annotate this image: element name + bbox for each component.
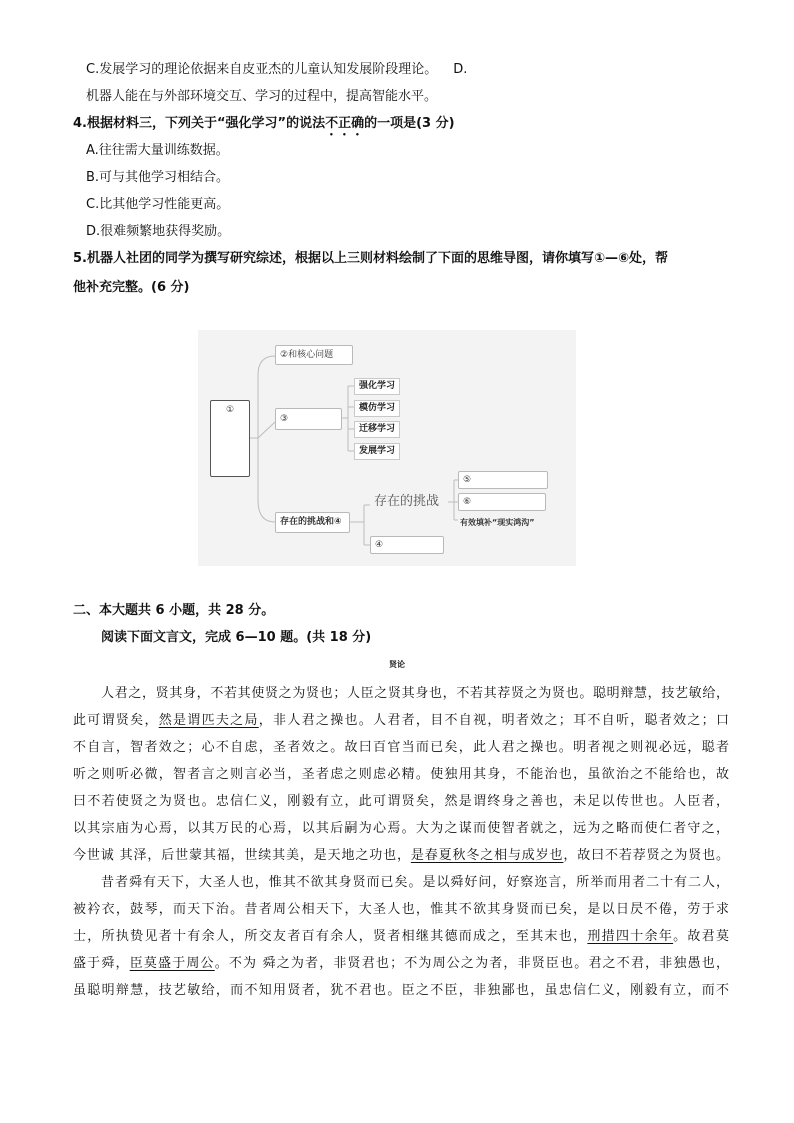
q4-stem (73, 115, 455, 139)
mind-map-challenge: 存在的挑战 (370, 490, 448, 515)
mind-map-note: 有效填补“现实鸿沟” (460, 518, 535, 527)
passage-text: 士，所执贽见者十有余人，所交友者百有余人，贤者相继其德而成之，至其末也， (73, 929, 588, 944)
q5-stem-line1: 5.机器人社团的同学为撰写研究综述，根据以上三则材料绘制了下面的思维导图，请你填写①—⑥处，帮 (73, 251, 668, 266)
section-heading: 二、本大题共 6 小题，共 28 分。 (73, 603, 275, 618)
q4-option: C.比其他学习性能更高。 (86, 197, 230, 212)
mind-map-slot-6: ⑥ (458, 493, 546, 511)
passage-line: 被衿衣，鼓琴，而天下治。昔者周公相天下，大圣人也，惟其不欲其身贤而已矣，是以日昃不倦，劳于求 (73, 902, 729, 917)
passage-text: 今世诚 其泽，后世蒙其福，世续其美，是天地之功也， (73, 848, 411, 863)
mind-map-branch-3: ③ (275, 408, 342, 430)
mind-map-method: 迁移学习 (354, 421, 400, 438)
q4-stem-part2: 的一项是(3 分) (364, 116, 455, 131)
passage-line: 不自言，智者效之；心不自虑，圣者效之。故曰百官当而已矣，此人君之操也。明者视之则视必远，聪者 (73, 740, 729, 755)
q3-option-d: 机器人能在与外部环境交互、学习的过程中，提高智能水平。 (86, 89, 438, 104)
passage-underlined-text: 是春夏秋冬之相与成岁也 (410, 848, 564, 863)
mind-map-root: ① (210, 400, 250, 477)
passage-line-text: 人君之，贤其身，不若其使贤之为贤也；人臣之贤其身也，不若其荐贤之为贤也。聪明辩慧，技艺敏给， (101, 686, 729, 701)
passage-text: ，非人君之操也。人君者，目不自视，明者效之；耳不自听，聪者效之；口 (258, 713, 729, 728)
passage-line (73, 928, 729, 946)
mind-map-slot-5: ⑤ (458, 471, 548, 489)
passage-text: 。故君莫 (673, 929, 729, 944)
mind-map-branch-4: 存在的挑战和④ (275, 512, 350, 533)
passage-line (101, 685, 729, 703)
passage-text: 盛于舜， (73, 956, 130, 971)
mind-map-method: 强化学习 (354, 378, 400, 395)
mind-map (198, 330, 576, 566)
passage-line (73, 712, 729, 730)
passage-line (73, 847, 729, 865)
passage-line: 曰不若使贤之为贤也。忠信仁义，刚毅有立，此可谓贤矣，然是谓终身之善也，未足以传世也。人臣者， (73, 794, 729, 809)
passage-line (73, 955, 729, 973)
mind-map-method: 发展学习 (354, 443, 400, 460)
mind-map-method: 模仿学习 (354, 400, 400, 417)
passage-underlined-text: 然是谓匹夫之局 (158, 713, 259, 728)
q3-option-c-text: C.发展学习的理论依据来自皮亚杰的儿童认知发展阶段理论。 (86, 62, 438, 77)
passage-text: ，故曰不若荐贤之为贤也。 (563, 848, 729, 863)
passage-underlined-text: 臣莫盛于周公 (129, 956, 215, 971)
q3-option-d-label: D. (453, 62, 468, 77)
mind-map-slot-4: ④ (370, 536, 444, 554)
mind-map-branch-2: ②和核心问题 (275, 345, 353, 365)
q4-stem-part1: 4.根据材料三，下列关于“强化学习”的说法 (73, 116, 326, 131)
passage-line: 以其宗庙为心焉，以其万民的心焉，以其后嗣为心焉。大为之谋而使智者就之，远为之略而使仁者守之， (73, 821, 729, 836)
passage-title: 贤论 (389, 660, 405, 669)
passage-text: 。不为 舜之为者，非贤君也；不为周公之为者，非贤臣也。君之不君，非独愚也， (214, 956, 729, 971)
passage-text: 此可谓贤矣， (73, 713, 159, 728)
q4-stem-emphasis: 不正确 (325, 116, 365, 131)
passage-line: 虽聪明辩慧，技艺敏给，而不知用贤者，犹不君也。臣之不臣，非独鄙也，虽忠信仁义，刚毅有立，而不 (73, 983, 729, 998)
passage-line: 昔者舜有天下，大圣人也，惟其不欲其身贤而已矣。是以舜好问，好察迩言，所举而用者二十有二人， (101, 875, 729, 890)
passage-underlined-text: 刑措四十余年 (587, 929, 674, 944)
section-instruction: 阅读下面文言文，完成 6—10 题。(共 18 分) (101, 630, 372, 645)
passage-line: 听之则听必微，智者言之则言必当，圣者虑之则虑必精。使独用其身，不能治也，虽欲治之不能给也，故 (73, 767, 729, 782)
q3-option-c (86, 61, 467, 79)
q5-stem-line2: 他补充完整。(6 分) (73, 280, 190, 295)
q4-option: D.很难频繁地获得奖励。 (86, 224, 231, 239)
q4-option: A.往往需大量训练数据。 (86, 143, 229, 158)
q4-option: B.可与其他学习相结合。 (86, 170, 230, 185)
